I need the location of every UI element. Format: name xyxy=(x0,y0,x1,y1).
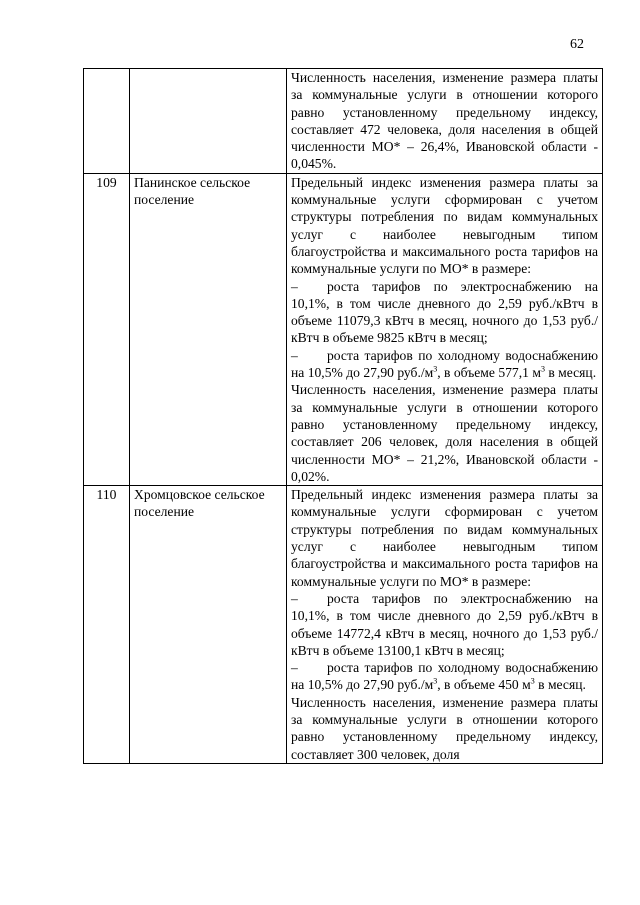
dash-marker: – xyxy=(291,660,298,676)
dash-marker: – xyxy=(291,590,298,606)
dash-marker: – xyxy=(291,347,298,363)
dash-text: роста тарифов по электроснабжению на 10,1%, в том числе дневного до 2,59 руб./кВтч в объеме 14772,4 кВтч в месяц, ночного до 1,53 руб./кВтч в объеме 13100,1 кВтч в месяц; xyxy=(291,590,598,658)
dash-item xyxy=(291,590,598,659)
dash-text: в месяц. xyxy=(544,365,597,381)
superscript: 3 xyxy=(433,676,438,686)
table-row xyxy=(84,173,603,485)
paragraph: Численность населения, изменение размера платы за коммунальные услуги в отношении которого равно установленному предельному индексу, составляет 300 человек, доля xyxy=(291,694,598,762)
row-number: 110 xyxy=(84,486,130,764)
dash-text: роста тарифов по холодному водоснабжению на 10,5% до 27,90 руб./м xyxy=(291,660,598,693)
dash-text: роста тарифов по электроснабжению на 10,1%, в том числе дневного до 2,59 руб./кВтч в объеме 11079,3 кВтч в месяц, ночного до 1,53 руб./кВтч в объеме 9825 кВтч в месяц; xyxy=(291,278,598,346)
municipality-name: Хромцовское сельское поселение xyxy=(130,486,287,764)
tariff-table xyxy=(83,68,603,764)
row-number: 109 xyxy=(84,173,130,485)
page-number: 62 xyxy=(570,37,584,52)
row-description xyxy=(287,173,603,485)
dash-text: в месяц. xyxy=(534,677,586,693)
dash-item xyxy=(291,347,598,382)
superscript: 3 xyxy=(433,364,438,374)
row-number xyxy=(84,69,130,174)
municipality-name xyxy=(130,69,287,174)
paragraph: Предельный индекс изменения размера платы за коммунальные услуги сформирован с учетом структуры потребления по видам коммунальных услуг с наиболее невыгодным типом благоустройства и максимального роста тарифов на коммунальные услуги по МО* в размере: xyxy=(291,487,598,589)
dash-item xyxy=(291,659,598,694)
dash-text: , в объеме 577,1 м xyxy=(437,365,541,381)
municipality-name: Панинское сельское поселение xyxy=(130,173,287,485)
dash-text: , в объеме 450 м xyxy=(437,677,531,693)
dash-item xyxy=(291,278,598,347)
table-row xyxy=(84,486,603,764)
table-row xyxy=(84,69,603,174)
row-description xyxy=(287,486,603,764)
row-description xyxy=(287,69,603,174)
dash-text: роста тарифов по холодному водоснабжению на 10,5% до 27,90 руб./м xyxy=(291,347,598,381)
superscript: 3 xyxy=(530,676,535,686)
paragraph: Численность населения, изменение размера платы за коммунальные услуги в отношении которого равно установленному предельному индексу, составляет 206 человек, доля населения в общей численности МО* – 21,2%, Ивановской области - 0,02%. xyxy=(291,382,598,484)
dash-marker: – xyxy=(291,278,298,294)
superscript: 3 xyxy=(540,364,545,374)
paragraph: Численность населения, изменение размера платы за коммунальные услуги в отношении которого равно установленному предельному индексу, составляет 472 человека, доля населения в общей численности МО* – 26,4%, Ивановской области - 0,045%. xyxy=(291,70,598,172)
paragraph: Предельный индекс изменения размера платы за коммунальные услуги сформирован с учетом структуры потребления по видам коммунальных услуг с наиболее невыгодным типом благоустройства и максимального роста тарифов на коммунальные услуги по МО* в размере: xyxy=(291,174,598,277)
